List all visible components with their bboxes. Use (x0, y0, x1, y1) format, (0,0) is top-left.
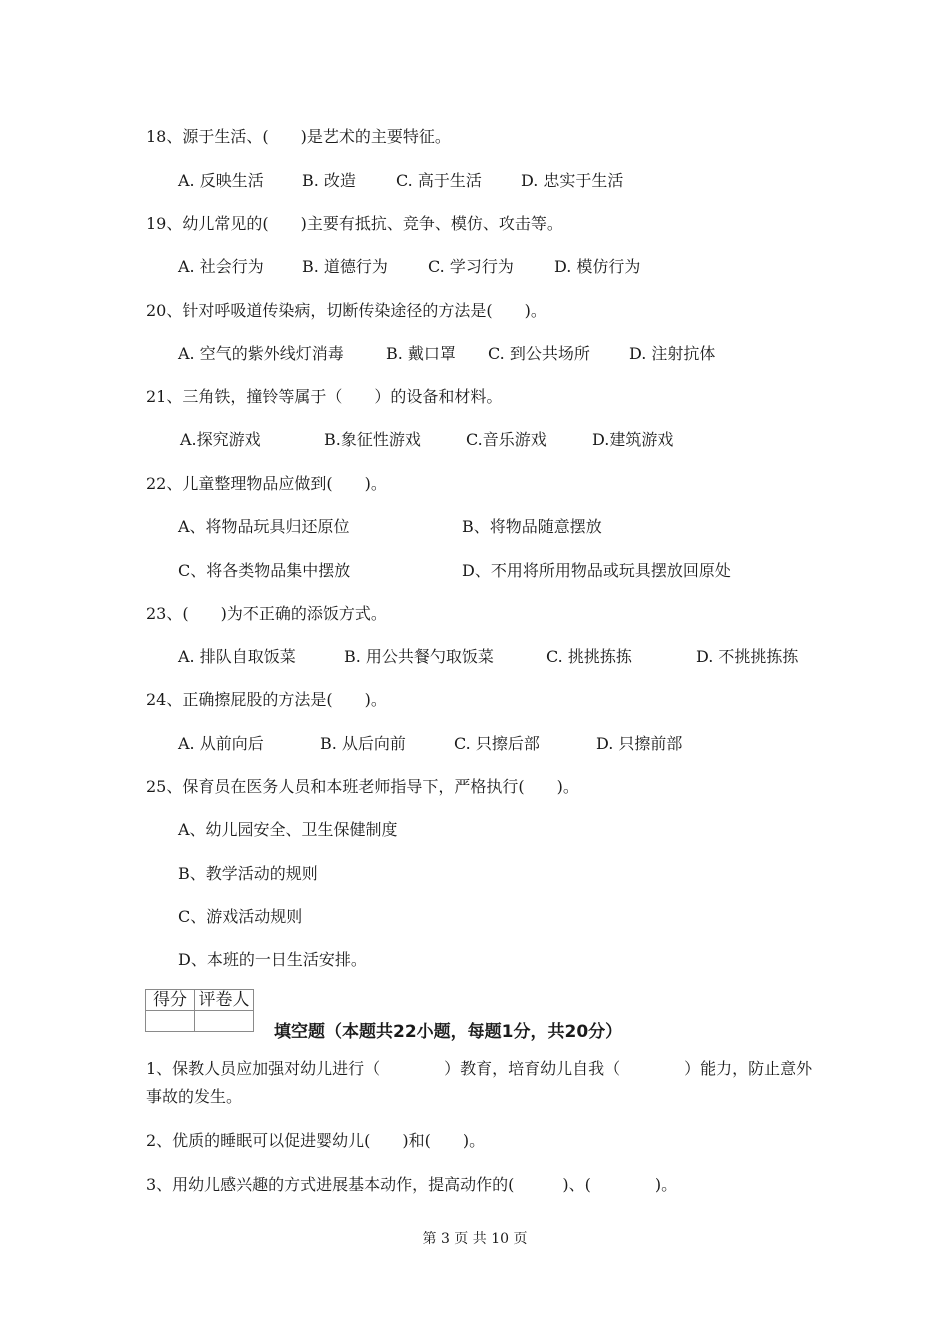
q20-option-b: B. 戴口罩 (386, 344, 456, 363)
q18-option-c: C. 高于生活 (396, 171, 482, 190)
q20-option-d: D. 注射抗体 (629, 344, 716, 363)
question-24: 24、正确擦屁股的方法是( )。 (146, 690, 387, 709)
question-19: 19、幼儿常见的( )主要有抵抗、竞争、模仿、攻击等。 (146, 214, 563, 233)
q21-option-d: D.建筑游戏 (592, 430, 674, 449)
score-cell (146, 1011, 195, 1032)
q22-option-d: D、不用将所用物品或玩具摆放回原处 (462, 561, 731, 580)
q21-option-a: A.探究游戏 (180, 430, 261, 449)
q24-option-b: B. 从后向前 (320, 734, 406, 753)
question-25: 25、保育员在医务人员和本班老师指导下，严格执行( )。 (146, 777, 579, 796)
q24-option-c: C. 只擦后部 (454, 734, 540, 753)
grader-header: 评卷人 (195, 990, 254, 1011)
q20-option-a: A. 空气的紫外线灯消毒 (178, 344, 344, 363)
q18-option-a: A. 反映生活 (178, 171, 264, 190)
q25-option-b: B、教学活动的规则 (178, 864, 318, 883)
question-18: 18、源于生活、( )是艺术的主要特征。 (146, 127, 451, 146)
score-header: 得分 (146, 990, 195, 1011)
page-footer: 第 3 页 共 10 页 (422, 1231, 528, 1247)
question-22: 22、儿童整理物品应做到( )。 (146, 474, 387, 493)
q23-option-a: A. 排队自取饭菜 (178, 647, 296, 666)
q19-option-b: B. 道德行为 (302, 257, 388, 276)
q23-option-d: D. 不挑挑拣拣 (696, 647, 799, 666)
fill-question-1: 1、保教人员应加强对幼儿进行（ ）教育，培育幼儿自我（ ）能力，防止意外事故的发生。 (146, 1059, 813, 1106)
fill-question-3: 3、用幼儿感兴趣的方式进展基本动作，提高动作的( )、( )。 (146, 1175, 678, 1194)
grader-cell (195, 1011, 254, 1032)
q18-option-d: D. 忠实于生活 (521, 171, 624, 190)
q25-option-d: D、本班的一日生活安排。 (178, 950, 367, 969)
q22-option-b: B、将物品随意摆放 (462, 517, 602, 536)
question-20: 20、针对呼吸道传染病，切断传染途径的方法是( )。 (146, 301, 547, 320)
q21-option-c: C.音乐游戏 (466, 430, 547, 449)
section-title: 填空题（本题共22小题，每题1分，共20分） (274, 1022, 623, 1042)
q22-option-c: C、将各类物品集中摆放 (178, 561, 351, 580)
q19-option-a: A. 社会行为 (178, 257, 264, 276)
q18-option-b: B. 改造 (302, 171, 356, 190)
q20-option-c: C. 到公共场所 (488, 344, 590, 363)
q23-option-b: B. 用公共餐勺取饭菜 (344, 647, 494, 666)
q21-option-b: B.象征性游戏 (324, 430, 421, 449)
score-table (145, 989, 254, 1032)
q24-option-d: D. 只擦前部 (596, 734, 683, 753)
q19-option-c: C. 学习行为 (428, 257, 514, 276)
question-23: 23、( )为不正确的添饭方式。 (146, 604, 387, 623)
question-21: 21、三角铁，撞铃等属于（ ）的设备和材料。 (146, 387, 503, 406)
q25-option-c: C、游戏活动规则 (178, 907, 303, 926)
q19-option-d: D. 模仿行为 (554, 257, 641, 276)
q23-option-c: C. 挑挑拣拣 (546, 647, 632, 666)
q22-option-a: A、将物品玩具归还原位 (178, 517, 350, 536)
q25-option-a: A、幼儿园安全、卫生保健制度 (178, 820, 398, 839)
q24-option-a: A. 从前向后 (178, 734, 264, 753)
fill-question-2: 2、优质的睡眠可以促进婴幼儿( )和( )。 (146, 1131, 486, 1150)
